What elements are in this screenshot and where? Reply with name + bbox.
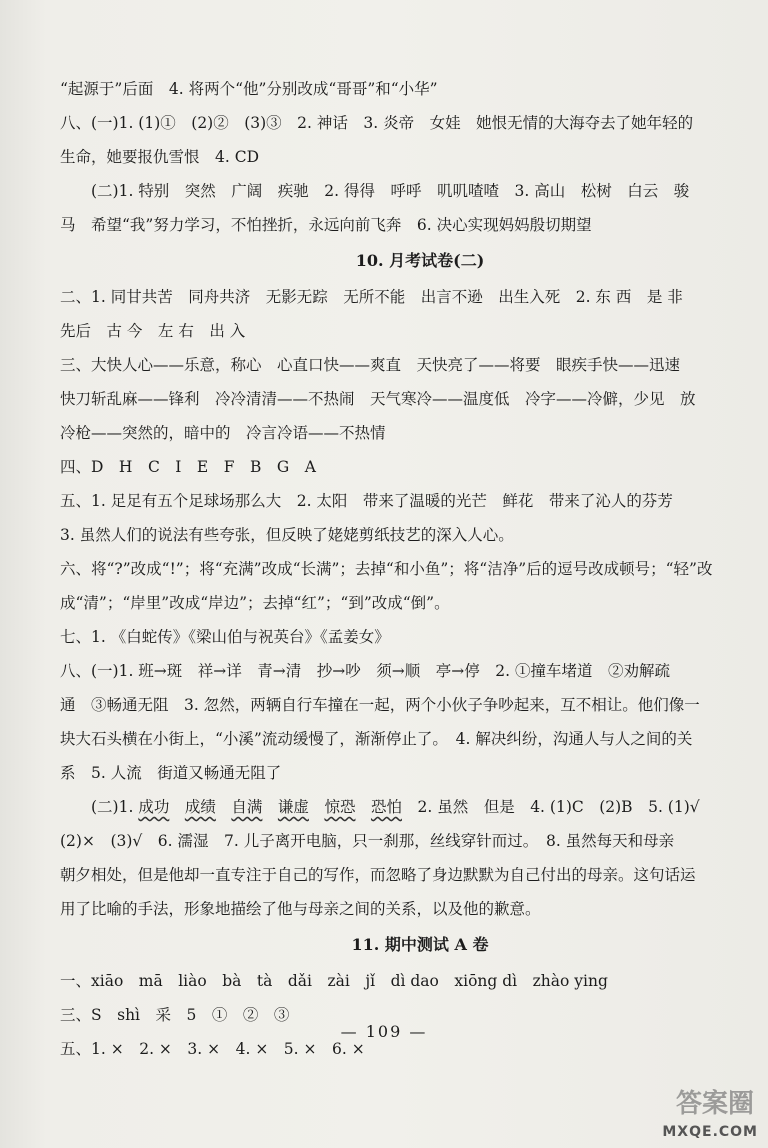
text-line: 生命，她要报仇雪恨 4. CD [60, 148, 260, 166]
text-line: 快刀斩乱麻——锋利 冷冷清清——不热闹 天气寒冷——温度低 冷字——冷僻，少见 放 [60, 390, 696, 408]
text-line: 七、1. 《白蛇传》《梁山伯与祝英台》《孟姜女》 [60, 628, 390, 646]
marked-word: 惊恐 [324, 798, 356, 816]
page-number: — 109 — [340, 1022, 428, 1041]
text-line: 二、1. 同甘共苦 同舟共济 无影无踪 无所不能 出言不逊 出生入死 2. 东 西 是 非 [60, 288, 683, 306]
watermark-url: MXQE.COM [662, 1124, 758, 1140]
text-line: 五、1. 足足有五个足球场那么大 2. 太阳 带来了温暖的光芒 鲜花 带来了沁人的芬芳 [60, 492, 673, 510]
marked-word: 成绩 [184, 798, 216, 816]
text-line: 通 ③畅通无阻 3. 忽然，两辆自行车撞在一起，两个小伙子争吵起来，互不相让。他们像一 [60, 696, 700, 714]
text-line: 先后 古 今 左 右 出 入 [60, 322, 246, 340]
text-line: 马 希望“我”努力学习，不怕挫折，永远向前飞奔 6. 决心实现妈妈殷切期望 [60, 216, 592, 234]
section-heading: 11. 期中测试 A 卷 [351, 935, 489, 954]
marked-word: 恐怕 [370, 798, 402, 816]
line-prefix: (二)1. [91, 798, 139, 816]
marked-word: 成功 [138, 798, 170, 816]
text-line: 六、将“?”改成“!”；将“充满”改成“长满”；去掉“和小鱼”；将“洁净”后的逗号改成顿号；“轻”改 [60, 560, 713, 578]
text-line: 八、(一)1. 班→斑 祥→详 青→清 抄→吵 须→顺 亭→停 2. ①撞车堵道 ②劝解疏 [60, 662, 670, 680]
text-line: 成“清”；“岸里”改成“岸边”；去掉“红”；“到”改成“倒”。 [60, 594, 450, 612]
text-line: “起源于”后面 4. 将两个“他”分别改成“哥哥”和“小华” [60, 80, 438, 98]
text-line-corrections [60, 790, 720, 824]
text-line: 系 5. 人流 街道又畅通无阻了 [60, 764, 282, 782]
marked-word: 自满 [231, 798, 263, 816]
answer-text-body [60, 72, 720, 1066]
text-line: 三、大快人心——乐意，称心 心直口快——爽直 天快亮了——将要 眼疾手快——迅速 [60, 356, 681, 374]
text-line: 五、1. × 2. × 3. × 4. × 5. × 6. × [60, 1040, 365, 1058]
section-heading: 10. 月考试卷(二) [355, 251, 485, 270]
text-line: (2)× (3)√ 6. 濡湿 7. 儿子离开电脑，只一刹那，丝线穿针而过。 8. 虽然每天和母亲 [60, 832, 675, 850]
text-line: (二)1. 特别 突然 广阔 疾驰 2. 得得 呼呼 叽叽喳喳 3. 高山 松树 白云 骏 [91, 182, 690, 200]
marked-word: 谦虚 [277, 798, 309, 816]
text-line: 三、S shì 采 5 ① ② ③ [60, 1006, 290, 1024]
text-line: 朝夕相处，但是他却一直专注于自己的写作，而忽略了身边默默为自己付出的母亲。这句话运 [60, 866, 696, 884]
text-line: 八、(一)1. (1)① (2)② (3)③ 2. 神话 3. 炎帝 女娃 她恨无情的大海夺去了她年轻的 [60, 114, 694, 132]
text-line: 一、xiāo mā liào bà tà dǎi zài jǐ dì dao xiōng dì zhào ying [60, 972, 608, 990]
text-line: 四、D H C I E F B G A [60, 458, 316, 476]
watermark-logo: 答案圈 [675, 1089, 754, 1119]
line-suffix: 2. 虽然 但是 4. (1)C (2)B 5. (1)√ [401, 798, 700, 816]
text-line: 3. 虽然人们的说法有些夸张，但反映了姥姥剪纸技艺的深入人心。 [60, 526, 514, 544]
text-line: 冷枪——突然的，暗中的 冷言冷语——不热情 [60, 424, 386, 442]
text-line: 块大石头横在小街上，“小溪”流动缓慢了，渐渐停止了。 4. 解决纠纷，沟通人与人之间的关 [60, 730, 693, 748]
text-line: 用了比喻的手法，形象地描绘了他与母亲之间的关系，以及他的歉意。 [60, 900, 541, 918]
